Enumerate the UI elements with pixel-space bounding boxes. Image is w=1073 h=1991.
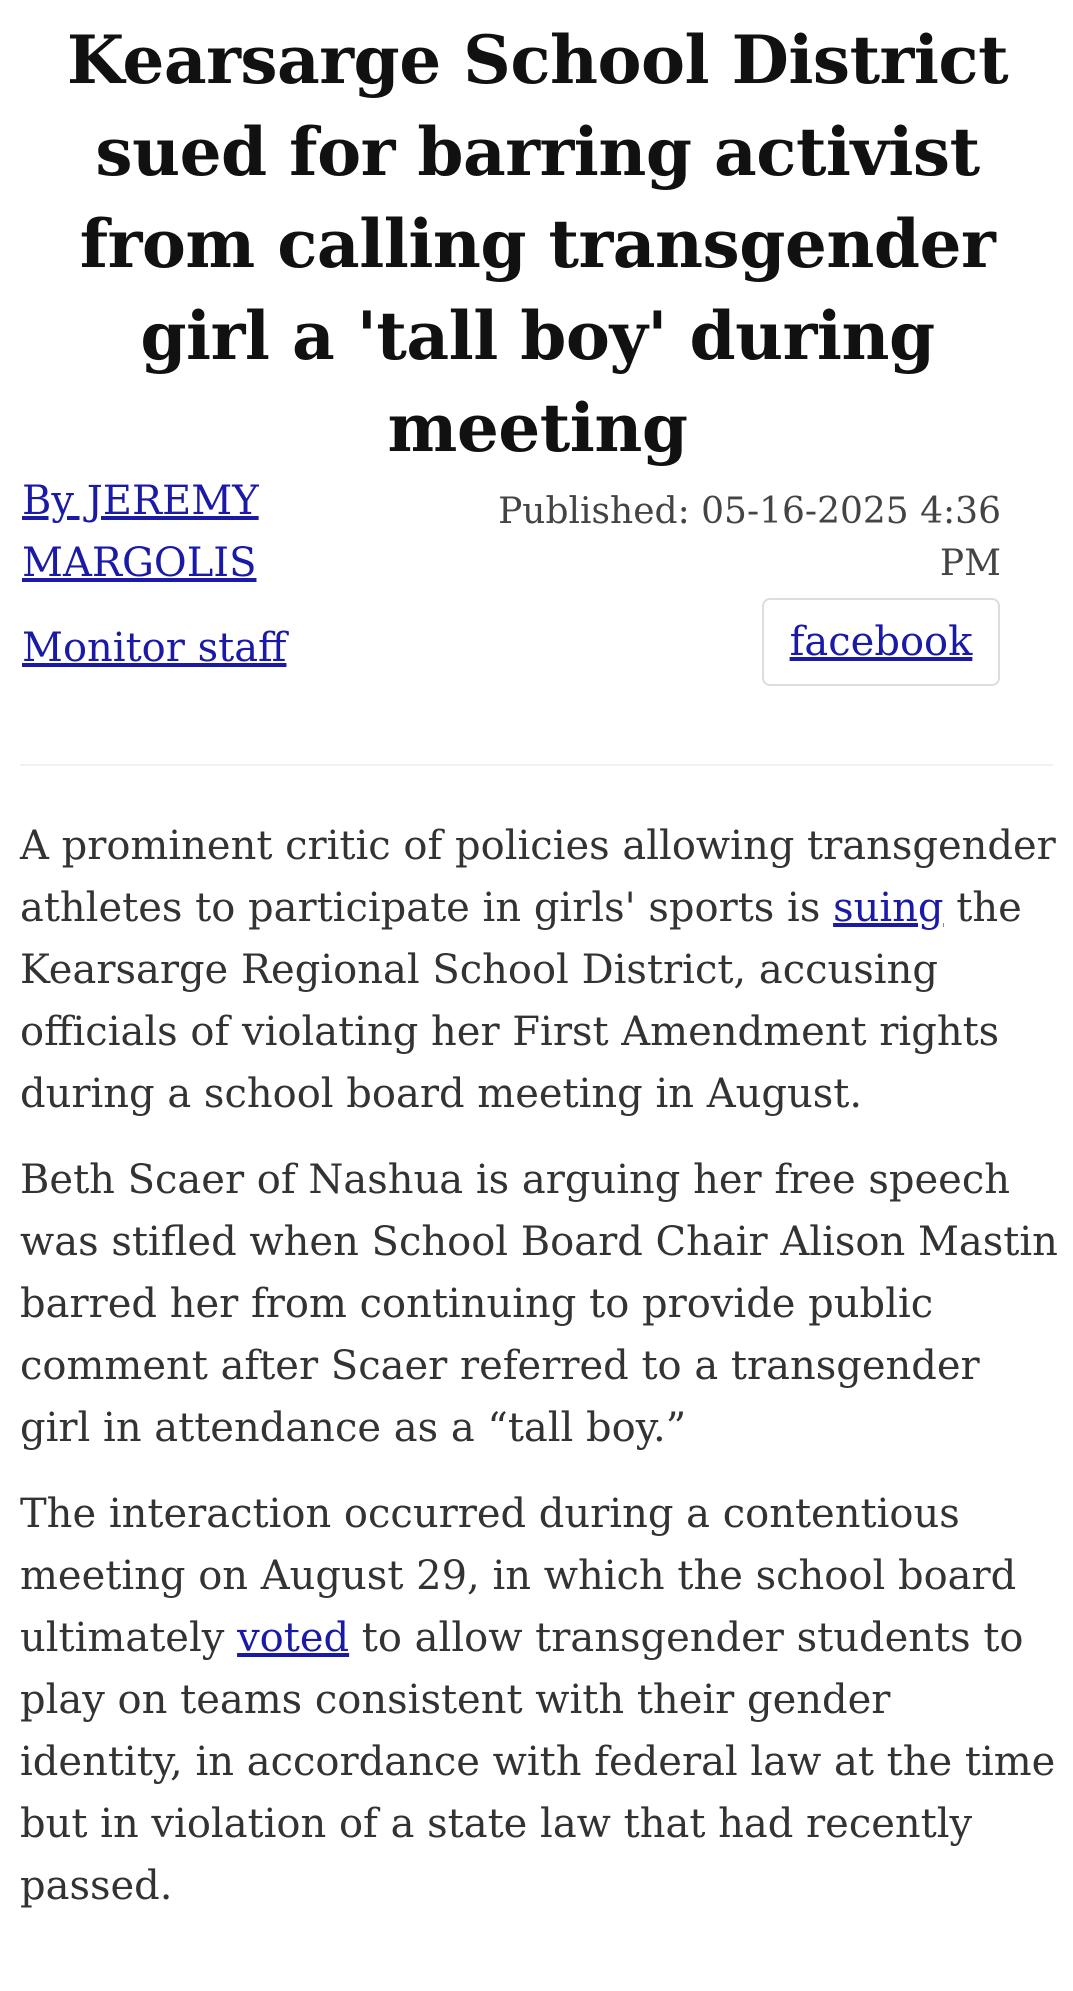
article-body <box>20 815 1060 1941</box>
author-link[interactable]: By JEREMY MARGOLIS <box>22 478 259 586</box>
paragraph-3-text-after: to allow transgender students to play on teams consistent with their gender identity, in accordance with federal law at the time but in violation of a state law that had recently passed. <box>20 1615 1056 1909</box>
staff-label <box>22 618 286 678</box>
paragraph-1-text-before: A prominent critic of policies allowing transgender athletes to participate in girls' sports is <box>20 823 1056 931</box>
published-date: Published: 05-16-2025 4:36 PM <box>498 491 1001 584</box>
paragraph-1-text-after: the Kearsarge Regional School District, accusing officials of violating her First Amendment rights during a school board meeting in August. <box>20 885 1022 1117</box>
article-headline: Kearsarge School District sued for barring activist from calling transgender girl a 'tall boy' during meeting <box>66 21 1009 467</box>
facebook-share-button[interactable]: facebook <box>762 598 1000 686</box>
divider <box>20 764 1053 766</box>
paragraph-3 <box>20 1483 1060 1917</box>
paragraph-2: Beth Scaer of Nashua is arguing her free speech was stifled when School Board Chair Alison Mastin barred her from continuing to provide public comment after Scaer referred to a transgender girl in attendance as a “tall boy.” <box>20 1157 1058 1451</box>
byline <box>22 470 402 594</box>
suing-link[interactable]: suing <box>833 885 944 931</box>
staff-link[interactable]: Monitor staff <box>22 625 287 671</box>
voted-link[interactable]: voted <box>237 1615 350 1661</box>
paragraph-3-text-before: The interaction occurred during a contentious meeting on August 29, in which the school board ultimately <box>20 1491 1017 1661</box>
paragraph-1 <box>20 815 1060 1125</box>
